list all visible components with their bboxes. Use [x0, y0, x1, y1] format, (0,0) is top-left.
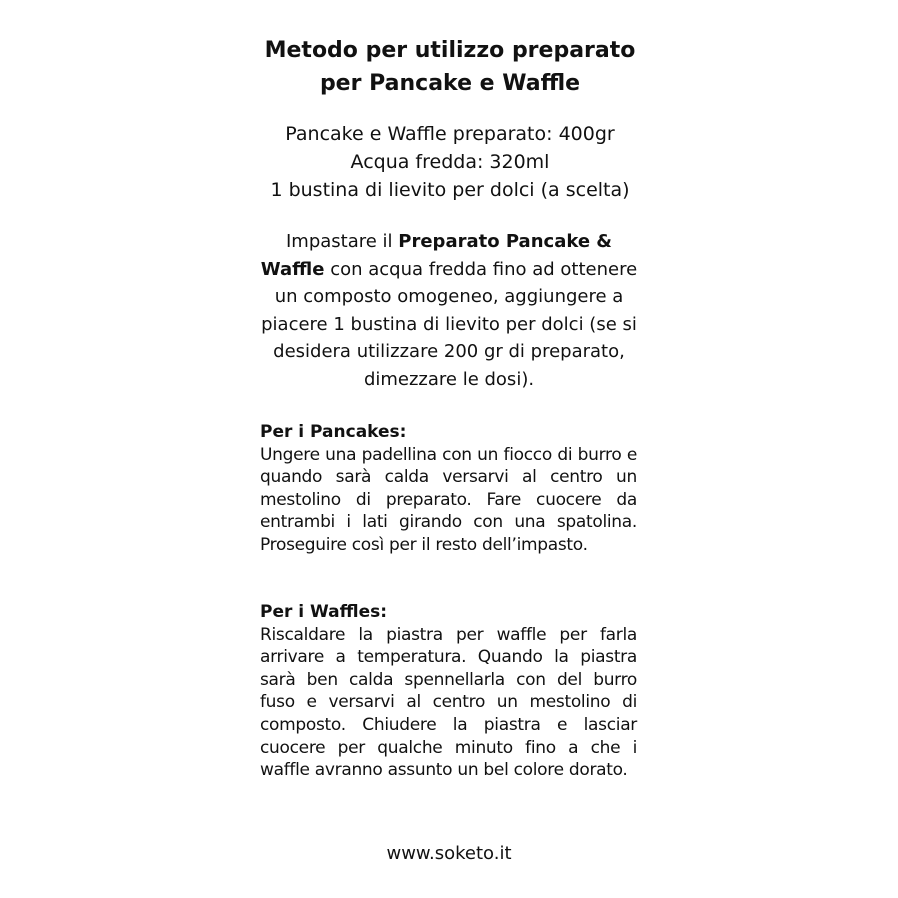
title-line-1: Metodo per utilizzo preparato	[264, 38, 636, 63]
intro-product-name: Preparato Pancake & Waffle	[260, 231, 612, 280]
website-url: www.soketo.it	[386, 843, 512, 864]
page-title	[200, 34, 700, 100]
ingredient-preparato: Pancake e Waffle preparato: 400gr	[285, 123, 615, 145]
intro-paragraph	[252, 228, 646, 394]
ingredients-list	[200, 120, 700, 204]
pancakes-section	[260, 421, 637, 557]
ingredient-acqua: Acqua fredda: 320ml	[350, 151, 550, 173]
title-line-2: per Pancake e Waffle	[319, 71, 581, 96]
intro-text-after: con acqua fredda fino ad ottenere un composto omogeneo, aggiungere a piacere 1 bustina di lievito per dolci (se si desidera utilizzare 200 gr di preparato, dimezzare le dosi).	[261, 258, 638, 390]
waffles-section	[260, 601, 637, 782]
intro-text-before: Impastare il	[285, 231, 399, 252]
ingredient-lievito: 1 bustina di lievito per dolci (a scelta)	[270, 179, 630, 201]
waffles-text: Riscaldare la piastra per waffle per farla arrivare a temperatura. Quando la piastra sarà ben calda spennellarla con del burro fuso e versarvi al centro un mestolino di composto. Chiudere la piastra e lasciar cuocere per qualche minuto fino a che i waffle avranno assunto un bel colore dorato.	[260, 624, 637, 781]
pancakes-text: Ungere una padellina con un fiocco di burro e quando sarà calda versarvi al centro un mestolino di preparato. Fare cuocere da entrambi i lati girando con una spatolina. Proseguire così per il resto dell’impasto.	[260, 444, 637, 555]
waffles-heading: Per i Waffles:	[260, 602, 388, 622]
pancakes-heading: Per i Pancakes:	[260, 422, 407, 442]
